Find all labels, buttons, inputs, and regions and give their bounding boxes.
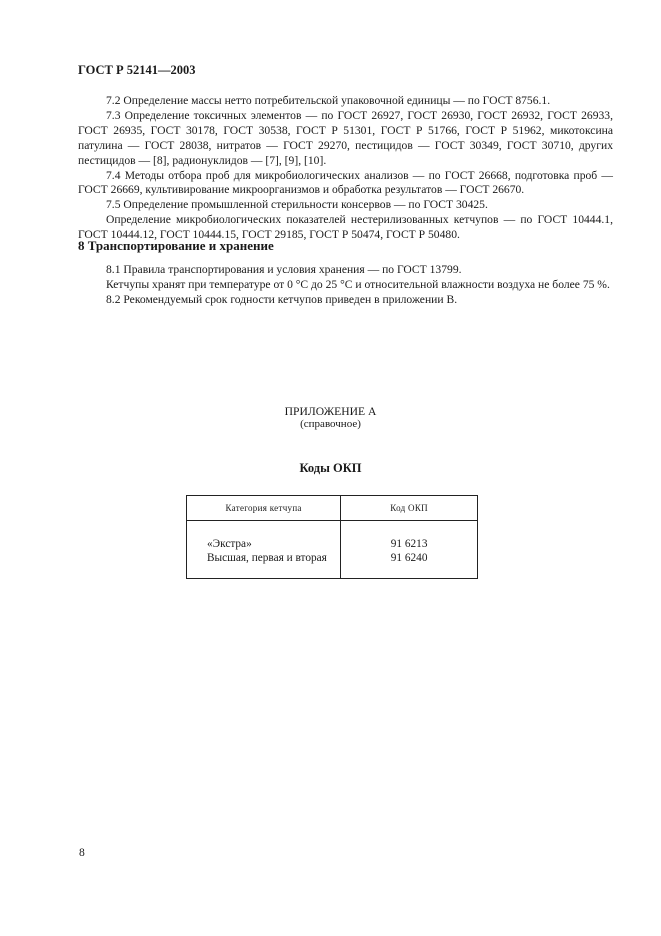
paragraph-7-5: 7.5 Определение промышленной стерильности консервов — по ГОСТ 30425. bbox=[106, 198, 488, 212]
column-header-code: Код ОКП bbox=[341, 496, 478, 521]
code-cell bbox=[341, 521, 478, 579]
section-7-text bbox=[78, 94, 613, 243]
section-8-text bbox=[78, 263, 613, 308]
document-header: ГОСТ Р 52141—2003 bbox=[78, 63, 196, 77]
category-extra: «Экстра» bbox=[207, 538, 252, 550]
table-header-row bbox=[187, 496, 478, 521]
appendix-note: (справочное) bbox=[300, 418, 361, 430]
page-number: 8 bbox=[79, 846, 85, 859]
paragraph-7-2: 7.2 Определение массы нетто потребительской упаковочной единицы — по ГОСТ 8756.1. bbox=[106, 94, 551, 107]
paragraph-storage: Кетчупы хранят при температуре от 0 °С до 25 °С и относительной влажности воздуха не более 75 %. bbox=[106, 277, 610, 291]
appendix-title: ПРИЛОЖЕНИЕ А bbox=[284, 405, 377, 418]
category-cell bbox=[187, 521, 341, 579]
paragraph-microbiology: Определение микробиологических показателей нестерилизованных кетчупов — по ГОСТ 10444.1, ГОСТ 10444.12, ГОСТ 10444.15, ГОСТ 29185, ГОСТ Р 50474, ГОСТ Р 50480. bbox=[78, 213, 613, 242]
category-higher: Высшая, первая и вторая bbox=[207, 552, 327, 565]
paragraph-8-2: 8.2 Рекомендуемый срок годности кетчупов приведен в приложении В. bbox=[106, 292, 458, 306]
code-higher: 91 6240 bbox=[390, 552, 428, 565]
paragraph-8-1: 8.1 Правила транспортирования и условия хранения — по ГОСТ 13799. bbox=[106, 263, 462, 276]
table-row bbox=[187, 521, 478, 579]
code-extra: 91 6213 bbox=[390, 538, 428, 550]
section-8-heading: 8 Транспортирование и хранение bbox=[78, 238, 274, 253]
column-header-category: Категория кетчупа bbox=[187, 496, 341, 521]
paragraph-7-4: 7.4 Методы отбора проб для микробиологических анализов — по ГОСТ 26668, подготовка проб — ГОСТ 26669, культивирование микроорганизмов и обработка результатов — ГОСТ 26670. bbox=[78, 168, 613, 197]
okp-codes-table bbox=[186, 495, 478, 579]
table-title: Коды ОКП bbox=[299, 461, 362, 475]
paragraph-7-3: 7.3 Определение токсичных элементов — по ГОСТ 26927, ГОСТ 26930, ГОСТ 26932, ГОСТ 26933, ГОСТ 26935, ГОСТ 30178, ГОСТ 30538, ГОСТ Р 51301, ГОСТ Р 51766, ГОСТ Р 51962, микотоксина патулина — ГОСТ 28038, нитратов — ГОСТ 29270, пестицидов — ГОСТ 30349, ГОСТ 30710, других пестицидов — [8], радионуклидов — [7], [9], [10]. bbox=[78, 108, 613, 167]
